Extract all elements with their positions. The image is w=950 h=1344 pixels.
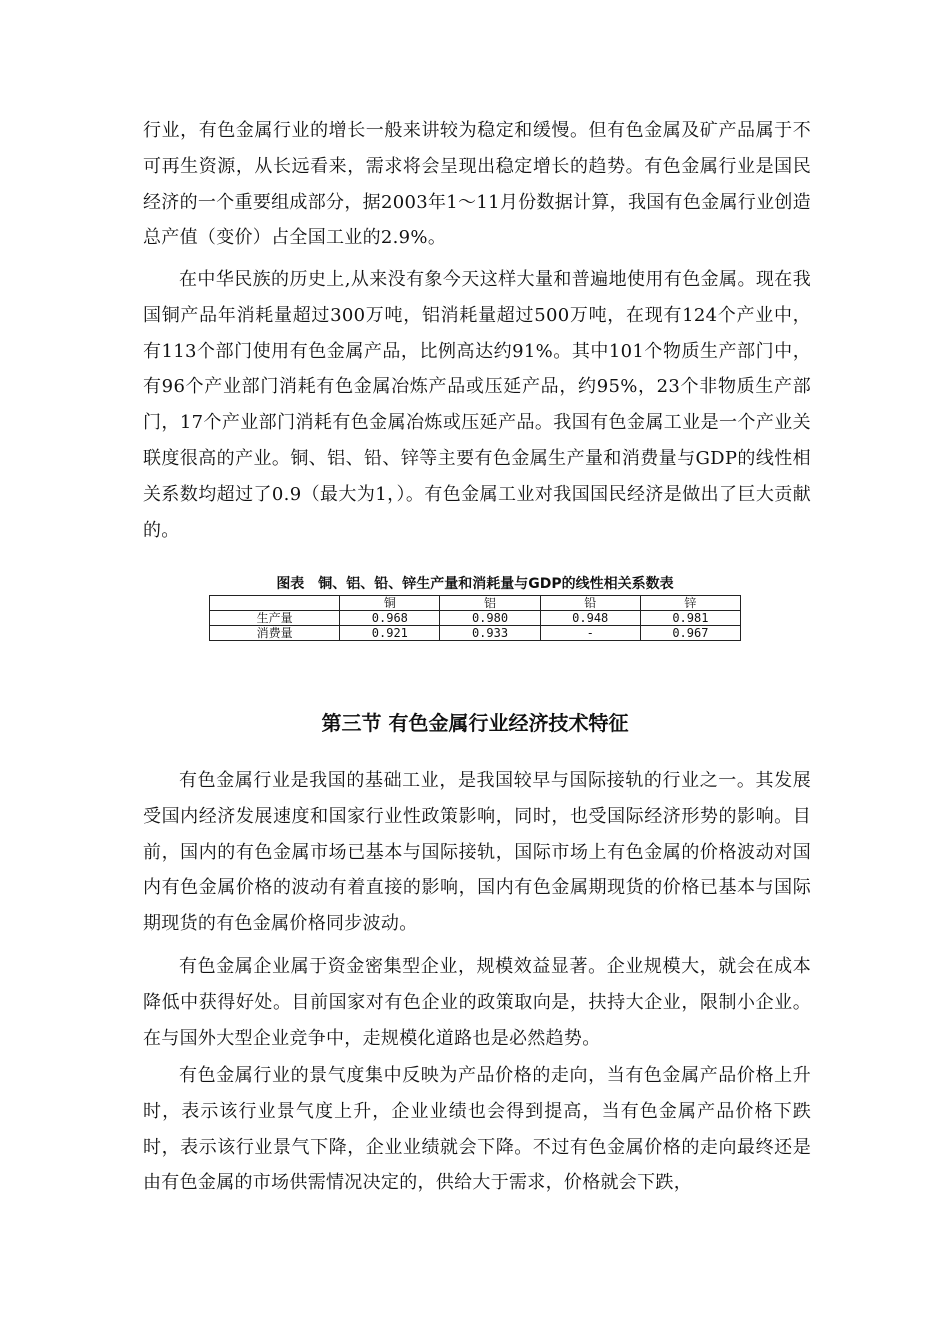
table-cell: 0.981 [640,611,740,626]
paragraph-price-trend: 有色金属行业的景气度集中反映为产品价格的走向，当有色金属产品价格上升时，表示该行业景气度上升，企业业绩也会得到提高，当有色金属产品价格下跌时，表示该行业景气下降，企业业绩就会下降。不过有色金属价格的走向最终还是由有色金属的市场供需情况决定的，供给大于需求，价格就会下跌， [143,1065,811,1194]
paragraph-capital-intensive: 有色金属企业属于资金密集型企业，规模效益显著。企业规模大，就会在成本降低中获得好处。目前国家对有色企业的政策取向是，扶持大企业，限制小企业。在与国外大型企业竞争中，走规模化道路也是必然趋势。 [143,956,811,1049]
section-title: 第三节 有色金属行业经济技术特征 [321,711,629,735]
table-header-cell: 锌 [640,596,740,611]
paragraph-intro: 行业，有色金属行业的增长一般来讲较为稳定和缓慢。但有色金属及矿产品属于不可再生资源，从长远看来，需求将会呈现出稳定增长的趋势。有色金属行业是国民经济的一个重要组成部分，据2003年1～11月份数据计算，我国有色金属行业创造总产值（变价）占全国工业的2.9%。 [143,120,811,249]
paragraph-history: 在中华民族的历史上,从来没有象今天这样大量和普遍地使用有色金属。现在我国铜产品年消耗量超过300万吨，铝消耗量超过500万吨，在现有124个产业中，有113个部门使用有色金属产品，比例高达约91%。其中101个物质生产部门中，有96个产业部门消耗有色金属冶炼产品或压延产品，约95%，23个非物质生产部门，17个产业部门消耗有色金属冶炼或压延产品。我国有色金属工业是一个产业关联度很高的产业。铜、铝、铅、锌等主要有色金属生产量和消费量与GDP的线性相关系数均超过了0.9（最大为1，）。有色金属工业对我国国民经济是做出了巨大贡献的。 [143,269,811,541]
table-row [210,611,741,626]
table-header-cell: 铜 [340,596,440,611]
table-cell: 0.967 [640,626,740,641]
table-row-label: 消费量 [210,626,340,641]
table-row [210,626,741,641]
paragraph-basic-industry: 有色金属行业是我国的基础工业，是我国较早与国际接轨的行业之一。其发展受国内经济发展速度和国家行业性政策影响，同时，也受国际经济形势的影响。目前，国内的有色金属市场已基本与国际接轨，国际市场上有色金属的价格波动对国内有色金属价格的波动有着直接的影响，国内有色金属期现货的价格已基本与国际期现货的有色金属价格同步波动。 [143,770,811,935]
table-header-row [210,596,741,611]
table-cell: 0.921 [340,626,440,641]
table-caption: 图表 铜、铝、铅、锌生产量和消耗量与GDP的线性相关系数表 [276,576,674,592]
table-cell: 0.933 [440,626,540,641]
table-cell: 0.948 [540,611,640,626]
table-header-cell: 铅 [540,596,640,611]
table-header-cell [210,596,340,611]
table-cell: 0.980 [440,611,540,626]
table-cell: 0.968 [340,611,440,626]
table-row-label: 生产量 [210,611,340,626]
correlation-table [209,595,741,641]
table-cell: - [540,626,640,641]
table-header-cell: 铝 [440,596,540,611]
